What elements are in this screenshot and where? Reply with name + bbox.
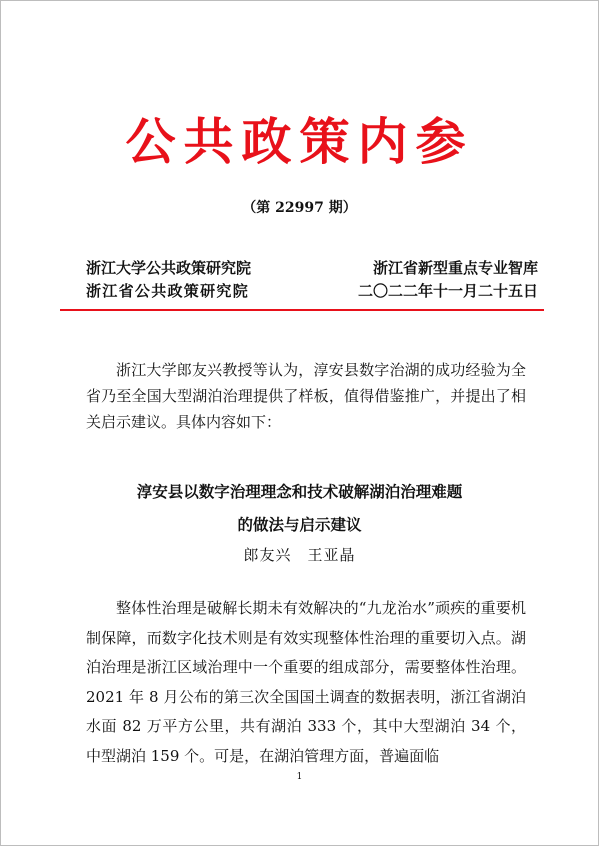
header-row-2 bbox=[86, 281, 538, 301]
body-paragraph: 整体性治理是破解长期未有效解决的“九龙治水”顽疾的重要机制保障，而数字化技术则是有效实现整体性治理的重要切入点。湖泊治理是浙江区域治理中一个重要的组成部分，需要整体性治理。2021 年 8 月公布的第三次全国国土调查的数据表明，浙江省湖泊水面 82 万平方公里，共有湖泊 333 个，其中大型湖泊 34 个，中型湖泊 159 个。可是，在湖泊管理方面，普遍面临 bbox=[86, 599, 526, 765]
article-authors: 郎友兴 王亚晶 bbox=[243, 546, 356, 564]
issue-date: 二〇二二年十一月二十五日 bbox=[357, 282, 538, 300]
header-divider bbox=[60, 309, 544, 311]
header-row-1 bbox=[86, 258, 538, 278]
article-title-line-1: 淳安县以数字治理理念和技术破解湖泊治理难题 bbox=[136, 482, 463, 501]
page-number: 1 bbox=[296, 772, 303, 782]
masthead-title: 公共政策内参 bbox=[125, 112, 474, 171]
article-title-line-2: 的做法与启示建议 bbox=[237, 515, 362, 534]
issue-number: （第 22997 期） bbox=[242, 200, 357, 216]
intro-paragraph: 浙江大学郎友兴教授等认为，淳安县数字治湖的成功经验为全省乃至全国大型湖泊治理提供了样板，值得借鉴推广，并提出了相关启示建议。具体内容如下： bbox=[86, 361, 526, 431]
org-name-university: 浙江大学公共政策研究院 bbox=[86, 259, 252, 277]
org-name-think-tank: 浙江省新型重点专业智库 bbox=[372, 259, 538, 277]
org-name-province: 浙江省公共政策研究院 bbox=[86, 282, 250, 300]
